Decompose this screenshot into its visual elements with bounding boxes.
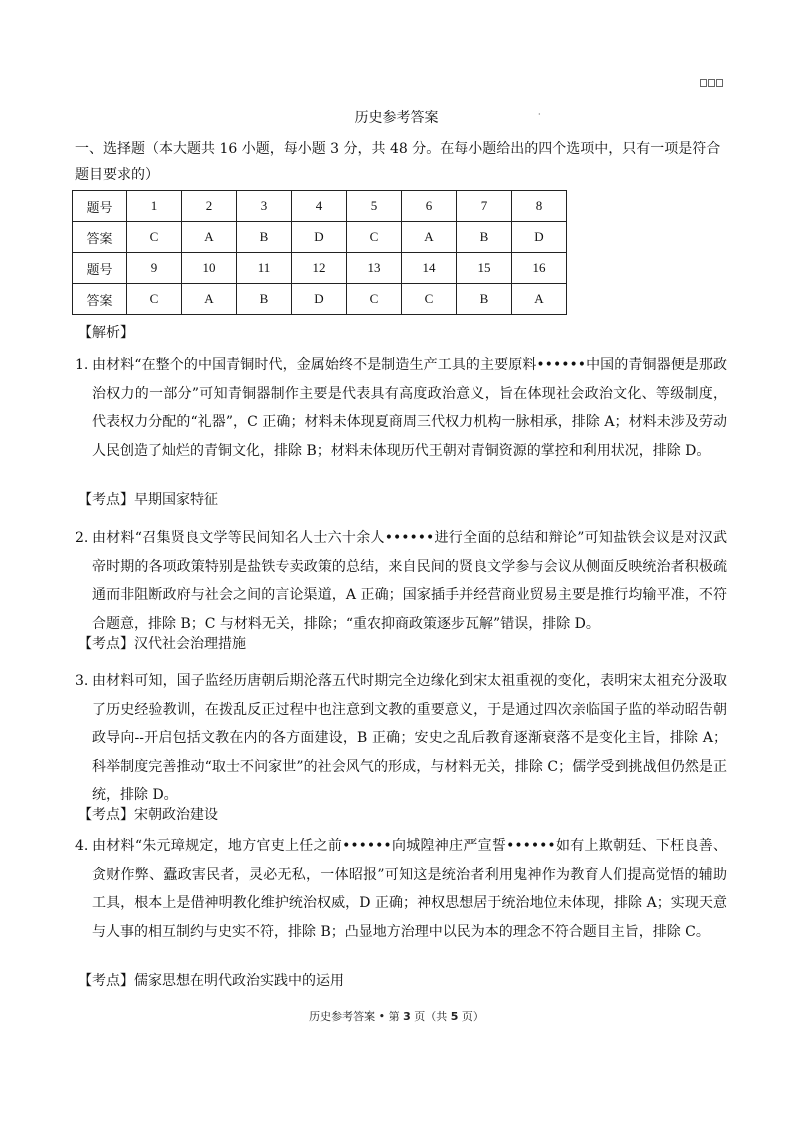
question-number: 6: [402, 191, 457, 222]
page-footer: [0, 1008, 793, 1024]
item-text: 由材料“朱元璋规定，地方官吏上任之前••••••向城隍神庄严宣誓••••••如有上欺朝廷、下枉良善、贪财作弊、蠹政害民者，灵必无私，一体昭报”可知这是统治者利用鬼神作为教育人们提高觉悟的辅助工具，根本上是借神明教化维护统治权威，D 正确；神权思想居于统治地位未体现，排除 A；实现天意与人事的相互制约与史实不符，排除 B；凸显地方治理中以民为本的理念不符合题目主旨，排除 C。: [92, 838, 727, 940]
answer-cell: C: [127, 284, 182, 315]
answer-cell: A: [182, 222, 237, 253]
footer-page-number: 3: [403, 1010, 411, 1023]
answer-cell: B: [457, 222, 512, 253]
answer-cell: C: [402, 284, 457, 315]
answer-cell: D: [292, 284, 347, 315]
row-label: 答案: [73, 222, 127, 253]
row-label: 题号: [73, 253, 127, 284]
kaodian-4: 【考点】儒家思想在明代政治实践中的运用: [78, 973, 344, 989]
stray-dot: ·: [538, 110, 541, 119]
table-row-answers-1: [73, 222, 567, 253]
question-number: 12: [292, 253, 347, 284]
analysis-item-1: [75, 351, 727, 465]
question-number: 15: [457, 253, 512, 284]
corner-mark: [700, 79, 724, 90]
kaodian-1: 【考点】早期国家特征: [78, 492, 218, 508]
item-text: 由材料“召集贤良文学等民间知名人士六十余人••••••进行全面的总结和辩论”可知盐铁会议是对汉武帝时期的各项政策特别是盐铁专卖政策的总结，来自民间的贤良文学参与会议从侧面反映统治者积极疏通而非阻断政府与社会之间的言论渠道，A 正确；国家插手并经营商业贸易主要是推行均输平准，不符合题意，排除 B；C 与材料无关，排除；“重农抑商政策逐步瓦解”错误，排除 D。: [92, 530, 727, 632]
answer-cell: C: [127, 222, 182, 253]
answer-cell: D: [512, 222, 567, 253]
section-heading: 一、选择题（本大题共 16 小题，每小题 3 分，共 48 分。在每小题给出的四个选项中，只有一项是符合题目要求的）: [75, 141, 721, 183]
footer-suffix: 页）: [461, 1010, 484, 1023]
analysis-item-3: [75, 667, 727, 810]
page-title: 历史参考答案: [354, 110, 439, 126]
footer-total-pages: 5: [450, 1010, 459, 1023]
table-row-numbers-2: [73, 253, 567, 284]
analysis-item-4: [75, 832, 727, 946]
item-number: 1.: [75, 357, 89, 373]
row-label: 答案: [73, 284, 127, 315]
footer-middle: 页（共: [414, 1010, 448, 1023]
answer-cell: C: [347, 222, 402, 253]
question-number: 5: [347, 191, 402, 222]
question-number: 13: [347, 253, 402, 284]
answer-cell: A: [182, 284, 237, 315]
answer-cell: D: [292, 222, 347, 253]
item-text: 由材料“在整个的中国青铜时代，金属始终不是制造生产工具的主要原料••••••中国的青铜器便是那政治权力的一部分”可知青铜器制作主要是代表具有高度政治意义，旨在体现社会政治文化、等级制度，代表权力分配的“礼器”，C 正确；材料未体现夏商周三代权力机构一脉相承，排除 A；材料未涉及劳动人民创造了灿烂的青铜文化，排除 B；材料未体现历代王朝对青铜资源的掌控和利用状况，排除 D。: [92, 357, 727, 459]
answer-cell: A: [402, 222, 457, 253]
question-number: 8: [512, 191, 567, 222]
analysis-item-2: [75, 524, 727, 638]
row-label: 题号: [73, 191, 127, 222]
item-number: 4.: [75, 838, 89, 854]
answer-cell: B: [237, 284, 292, 315]
question-number: 4: [292, 191, 347, 222]
question-number: 10: [182, 253, 237, 284]
answer-cell: B: [457, 284, 512, 315]
item-number: 2.: [75, 530, 89, 546]
question-number: 16: [512, 253, 567, 284]
kaodian-2: 【考点】汉代社会治理措施: [78, 636, 246, 652]
question-number: 9: [127, 253, 182, 284]
footer-prefix: 历史参考答案 • 第: [309, 1010, 400, 1023]
item-text: 由材料可知，国子监经历唐朝后期沦落五代时期完全边缘化到宋太祖重视的变化，表明宋太祖充分汲取了历史经验教训，在拨乱反正过程中也注意到文教的重要意义，于是通过四次亲临国子监的举动昭告朝政导向--开启包括文教在内的各方面建设，B 正确；安史之乱后教育逐渐衰落不是变化主旨，排除 A；科举制度完善推动“取士不问家世”的社会风气的形成，与材料无关，排除 C；儒学受到挑战但仍然是正统，排除 D。: [92, 673, 727, 804]
question-number: 11: [237, 253, 292, 284]
question-number: 1: [127, 191, 182, 222]
table-row-numbers-1: [73, 191, 567, 222]
question-number: 3: [237, 191, 292, 222]
question-number: 2: [182, 191, 237, 222]
answer-cell: C: [347, 284, 402, 315]
question-number: 14: [402, 253, 457, 284]
answer-cell: A: [512, 284, 567, 315]
answer-table: [72, 190, 567, 315]
question-number: 7: [457, 191, 512, 222]
analysis-label: 【解析】: [78, 325, 134, 341]
table-row-answers-2: [73, 284, 567, 315]
item-number: 3.: [75, 673, 89, 689]
kaodian-3: 【考点】宋朝政治建设: [78, 807, 218, 823]
answer-cell: B: [237, 222, 292, 253]
